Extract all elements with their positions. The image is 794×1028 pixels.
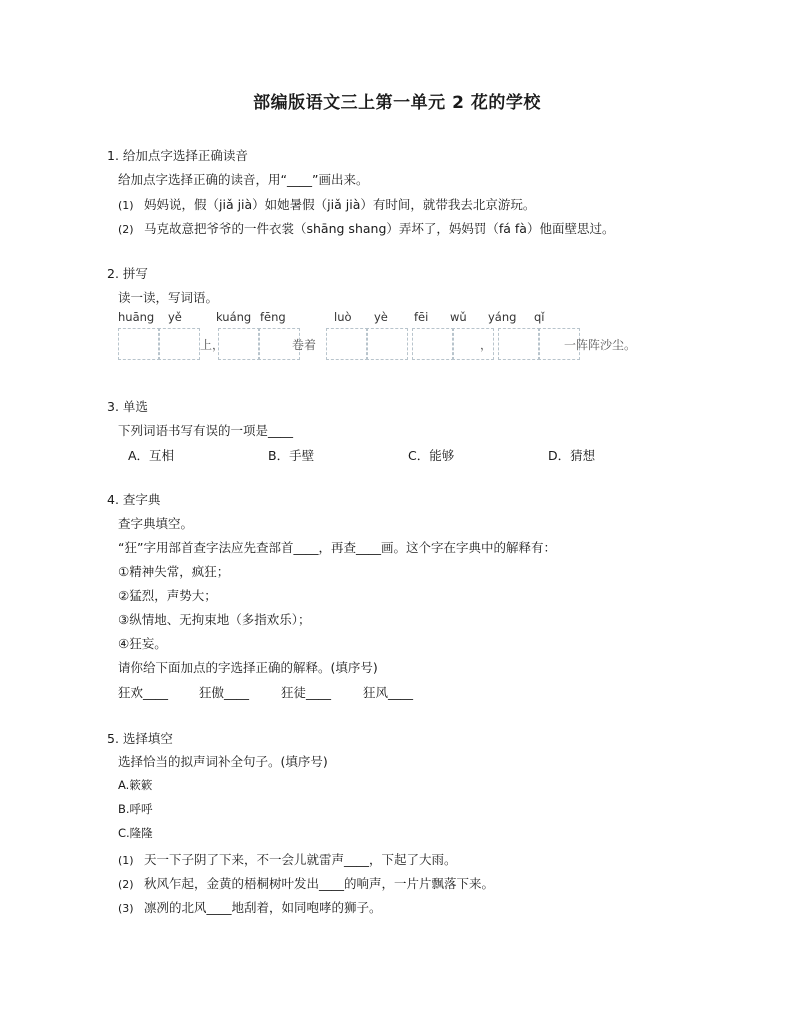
question-3-stem: 下列词语书写有误的一项是____ — [118, 423, 294, 438]
word-blank[interactable]: 狂欢____ — [118, 685, 169, 700]
question-4-stem: “狂”字用部首查字法应先查部首____，再查____画。这个字在字典中的解释有： — [118, 540, 556, 555]
option-a[interactable]: A．互相 — [128, 448, 175, 463]
question-4-instruction: 查字典填空。 — [118, 516, 194, 531]
item-text: 天一下子阴了下来，不一会儿就雷声____，下起了大雨。 — [144, 852, 457, 867]
pinyin-label: wǔ — [450, 310, 467, 324]
filler-text: 上， — [200, 338, 225, 352]
pinyin-label: huāng — [118, 310, 155, 324]
item-text: 凛冽的北风____地刮着，如同咆哮的狮子。 — [144, 900, 382, 915]
filler-text: 一阵阵沙尘。 — [564, 338, 637, 352]
question-4-ask: 请你给下面加点的字选择正确的解释。(填序号) — [118, 660, 378, 675]
question-1-heading: 1. 给加点字选择正确读音 — [107, 148, 248, 163]
page-title: 部编版语文三上第一单元 2 花的学校 — [253, 93, 541, 113]
question-4-heading: 4. 查字典 — [107, 492, 161, 507]
writing-box[interactable] — [158, 328, 200, 360]
question-3-heading: 3. 单选 — [107, 399, 148, 414]
item-number: (1) — [118, 854, 134, 867]
item-number: (1) — [118, 199, 134, 212]
word-blank[interactable]: 狂徒____ — [281, 685, 332, 700]
pinyin-label: fēng — [260, 310, 286, 324]
question-1-instruction: 给加点字选择正确的读音，用“____”画出来。 — [118, 172, 369, 187]
item-text: 妈妈说，假（jiǎ jià）如她暑假（jiǎ jià）有时间，就带我去北京游玩。 — [144, 197, 536, 212]
question-1-item — [118, 219, 614, 237]
option-b[interactable]: B．手壁 — [268, 448, 315, 463]
question-2-instruction: 读一读，写词语。 — [118, 290, 219, 305]
writing-box[interactable] — [326, 328, 368, 360]
meaning-item: ②猛烈，声势大； — [118, 588, 217, 603]
question-5-item — [118, 874, 494, 892]
question-5-item — [118, 850, 457, 868]
item-text: 秋风乍起，金黄的梧桐树叶发出____的响声，一片片飘落下来。 — [144, 876, 495, 891]
option-c[interactable]: C．能够 — [408, 448, 455, 463]
question-5-item — [118, 898, 382, 916]
word-blank[interactable]: 狂傲____ — [199, 685, 250, 700]
filler-text: ， — [480, 338, 493, 352]
pinyin-label: luò — [334, 310, 352, 324]
choice-item: A.簌簌 — [118, 778, 153, 792]
writing-box[interactable] — [498, 328, 540, 360]
meaning-item: ④狂妄。 — [118, 636, 167, 651]
item-number: (2) — [118, 223, 134, 236]
question-4-words — [118, 683, 413, 701]
pinyin-label: qǐ — [534, 310, 545, 324]
choice-item: B.呼呼 — [118, 802, 153, 816]
writing-box[interactable] — [366, 328, 408, 360]
pinyin-label: yě — [168, 310, 182, 324]
question-3-options — [128, 445, 595, 464]
writing-box[interactable] — [412, 328, 454, 360]
choice-item: C.隆隆 — [118, 826, 153, 840]
question-5-instruction: 选择恰当的拟声词补全句子。(填序号) — [118, 754, 328, 769]
pinyin-label: yè — [374, 310, 388, 324]
writing-box[interactable] — [118, 328, 160, 360]
item-number: (3) — [118, 902, 134, 915]
item-number: (2) — [118, 878, 134, 891]
filler-text: 卷着 — [292, 338, 317, 352]
item-text: 马克故意把爷爷的一件衣裳（shāng shang）弄坏了，妈妈罚（fá fà）他面壁思过。 — [144, 221, 615, 236]
meaning-item: ③纵情地、无拘束地（多指欢乐）； — [118, 612, 311, 627]
pinyin-writing-grid — [118, 310, 658, 370]
question-2-heading: 2. 拼写 — [107, 266, 148, 281]
word-blank[interactable]: 狂风____ — [363, 685, 414, 700]
question-5-heading: 5. 选择填空 — [107, 731, 173, 746]
writing-box[interactable] — [218, 328, 260, 360]
pinyin-label: yáng — [488, 310, 517, 324]
question-1-item — [118, 195, 535, 213]
pinyin-label: fēi — [414, 310, 429, 324]
option-d[interactable]: D．猜想 — [548, 448, 596, 463]
meaning-item: ①精神失常，疯狂； — [118, 564, 230, 579]
pinyin-label: kuáng — [216, 310, 252, 324]
